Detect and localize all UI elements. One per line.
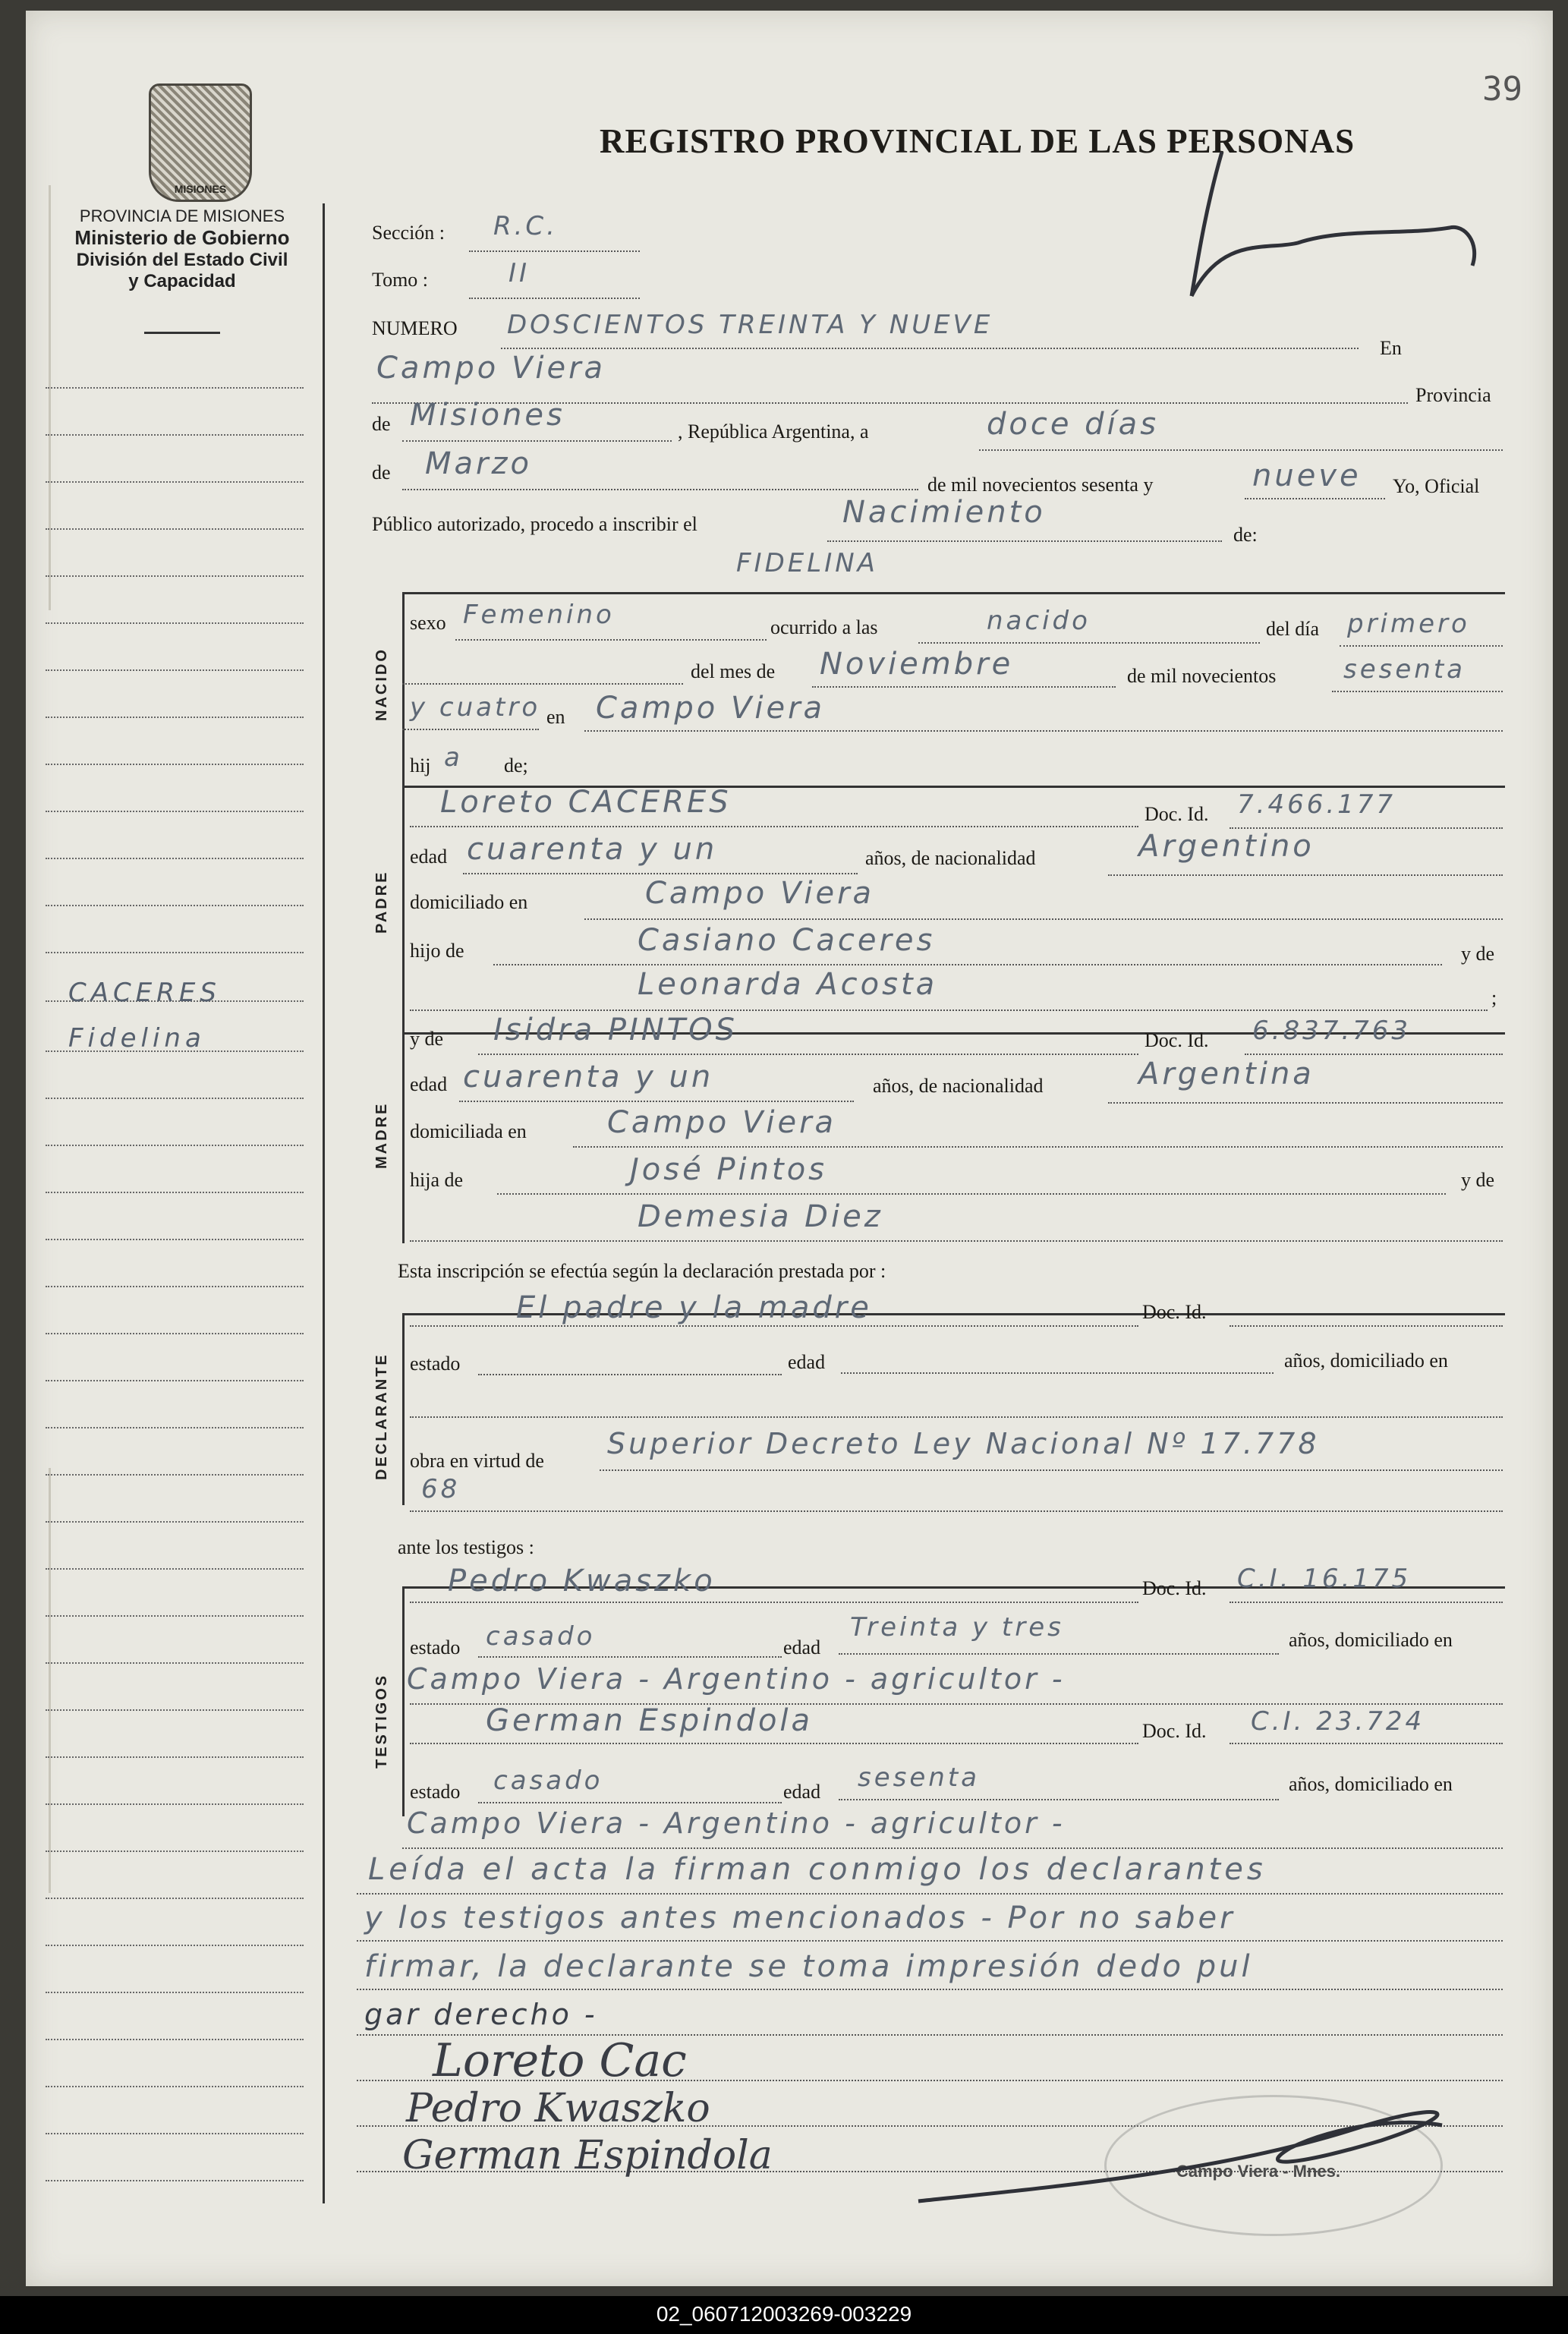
padre-nac-line bbox=[1108, 874, 1503, 876]
padre-label: PADRE bbox=[373, 870, 390, 934]
madre-father-line bbox=[497, 1193, 1446, 1195]
testigo1-doc: C.I. 16.175 bbox=[1237, 1564, 1412, 1594]
obra-value2: 68 bbox=[421, 1474, 461, 1504]
madre-domicilio-label: domiciliada en bbox=[410, 1120, 527, 1142]
hij-value: a bbox=[444, 742, 463, 773]
issuer-division: División del Estado Civil bbox=[76, 250, 288, 270]
issuer-header bbox=[38, 206, 326, 292]
declarante-line bbox=[410, 1325, 1138, 1327]
month-value: Marzo bbox=[425, 446, 532, 481]
margin-line bbox=[46, 2180, 304, 2181]
padre-father-line bbox=[493, 964, 1442, 965]
madre-edad-label: edad bbox=[410, 1073, 448, 1095]
margin-line bbox=[46, 2039, 304, 2040]
dia-value: primero bbox=[1347, 609, 1470, 639]
margin-line bbox=[46, 858, 304, 859]
testigo1-doc-label: Doc. Id. bbox=[1142, 1577, 1207, 1599]
obra-label: obra en virtud de bbox=[410, 1450, 544, 1472]
obra-value: Superior Decreto Ley Nacional Nº 17.778 bbox=[607, 1427, 1320, 1460]
mes-label: del mes de bbox=[691, 660, 776, 682]
hij-label: hij bbox=[410, 754, 431, 776]
testigo2-doc-label: Doc. Id. bbox=[1142, 1720, 1207, 1742]
testigo2-dom-line bbox=[402, 1847, 1503, 1849]
issuer-province: PROVINCIA DE MISIONES bbox=[79, 206, 285, 225]
numero-line bbox=[501, 348, 1359, 349]
margin-line bbox=[46, 952, 304, 953]
sexo-value: Femenino bbox=[463, 600, 615, 630]
madre-label: MADRE bbox=[373, 1101, 390, 1169]
testigo1-name: Pedro Kwaszko bbox=[448, 1564, 716, 1599]
madre-mother-line bbox=[410, 1240, 1503, 1242]
padre-domicilio-label: domiciliado en bbox=[410, 891, 528, 913]
margin-line bbox=[46, 434, 304, 436]
margin-line bbox=[46, 764, 304, 765]
issuer-capacity: y Capacidad bbox=[128, 271, 236, 291]
coat-of-arms-icon bbox=[149, 83, 252, 202]
closing-rule-1 bbox=[357, 1893, 1503, 1895]
testigo2-anos-label: años, domiciliado en bbox=[1289, 1773, 1453, 1795]
margin-line bbox=[46, 1098, 304, 1099]
declarante-label: DECLARANTE bbox=[373, 1353, 390, 1480]
registrar-signature-icon bbox=[1176, 144, 1503, 311]
margin-line bbox=[46, 1427, 304, 1428]
margin-line bbox=[46, 1286, 304, 1287]
madre-name-line bbox=[478, 1054, 1138, 1055]
de3-label: de: bbox=[1233, 524, 1258, 546]
year-line bbox=[1245, 498, 1385, 499]
padre-semicolon: ; bbox=[1491, 987, 1497, 1009]
mes-value: Noviembre bbox=[820, 647, 1014, 682]
margin-line bbox=[46, 481, 304, 483]
margin-line bbox=[46, 1803, 304, 1805]
year-value: nueve bbox=[1252, 458, 1362, 493]
closing-line-3: firmar, la declarante se toma impresión dedo pul bbox=[364, 1949, 1253, 1984]
tomo-label: Tomo : bbox=[372, 269, 429, 291]
margin-line bbox=[46, 1709, 304, 1711]
margin-line bbox=[46, 1333, 304, 1334]
provincia-label: Provincia bbox=[1415, 384, 1491, 406]
signature-witness-2: German Espindola bbox=[402, 2133, 773, 2178]
republica-label: , República Argentina, a bbox=[678, 420, 869, 443]
mes-pre-line bbox=[402, 683, 683, 685]
testigo1-dom: Campo Viera - Argentino - agricultor - bbox=[407, 1662, 1066, 1696]
closing-line-4: gar derecho - bbox=[364, 1998, 598, 2031]
margin-line bbox=[46, 1851, 304, 1852]
madre-dom-line bbox=[573, 1146, 1503, 1148]
en-label: en bbox=[546, 706, 565, 728]
mil-line bbox=[1332, 691, 1503, 692]
testigo2-estado-label: estado bbox=[410, 1781, 461, 1803]
ocurrido-value: nacido bbox=[987, 606, 1091, 636]
testigo2-estado: casado bbox=[493, 1765, 603, 1796]
padre-mother-line bbox=[410, 1010, 1488, 1011]
officer-signature-icon bbox=[911, 2080, 1488, 2216]
mil-value: sesenta bbox=[1343, 654, 1466, 685]
madre-nacionalidad: Argentina bbox=[1138, 1057, 1315, 1091]
padre-anos-label: años, de nacionalidad bbox=[865, 847, 1036, 869]
margin-given-name: Fidelina bbox=[68, 1023, 206, 1054]
oficial-label: Yo, Oficial bbox=[1393, 475, 1480, 497]
madre-name: Isidra PINTOS bbox=[493, 1013, 738, 1047]
padre-father: Casiano Caceres bbox=[638, 923, 936, 958]
padre-edad-value: cuarenta y un bbox=[467, 832, 718, 867]
testigo1-estado-line bbox=[478, 1656, 782, 1658]
margin-line bbox=[46, 1615, 304, 1617]
testigo2-name-line bbox=[410, 1743, 1138, 1744]
margin-line bbox=[46, 1474, 304, 1476]
mes-line bbox=[812, 686, 1116, 688]
margin-line bbox=[46, 575, 304, 577]
year-label: de mil novecientos sesenta y bbox=[927, 474, 1154, 496]
seccion-line bbox=[469, 250, 640, 252]
padre-doc-label: Doc. Id. bbox=[1145, 803, 1209, 825]
declarante-dom-line bbox=[410, 1416, 1503, 1418]
province-value: Misiones bbox=[410, 398, 565, 433]
madre-doc-line bbox=[1245, 1054, 1503, 1055]
margin-divider bbox=[323, 203, 325, 2203]
padre-mother: Leonarda Acosta bbox=[638, 967, 938, 1002]
margin-line bbox=[46, 387, 304, 389]
madre-y-de-label2: y de bbox=[1461, 1169, 1495, 1191]
margin-line bbox=[46, 1756, 304, 1758]
binding-edge bbox=[49, 1468, 57, 1893]
margin-line bbox=[46, 1945, 304, 1946]
testigo2-estado-line bbox=[478, 1802, 782, 1803]
testigo1-estado: casado bbox=[486, 1621, 596, 1652]
margin-line bbox=[46, 2133, 304, 2134]
testigo1-estado-label: estado bbox=[410, 1636, 461, 1658]
stamp-text: Campo Viera - Mnes. bbox=[1176, 2162, 1340, 2181]
sexo-line bbox=[455, 639, 767, 641]
de2-label: de bbox=[372, 461, 391, 483]
child-name: FIDELINA bbox=[736, 548, 878, 578]
obra-line bbox=[600, 1469, 1503, 1471]
declarante-estado-line bbox=[478, 1374, 782, 1375]
madre-doc-value: 6.837.763 bbox=[1252, 1016, 1412, 1046]
margin-line bbox=[46, 905, 304, 906]
padre-box bbox=[402, 786, 1505, 1038]
issuer-ministry: Ministerio de Gobierno bbox=[74, 226, 290, 249]
madre-doc-label: Doc. Id. bbox=[1145, 1029, 1209, 1051]
document-title: REGISTRO PROVINCIAL DE LAS PERSONAS bbox=[600, 122, 1355, 160]
place-value: Campo Viera bbox=[376, 351, 606, 386]
madre-mother: Demesia Diez bbox=[638, 1199, 883, 1234]
testigos-label: TESTIGOS bbox=[373, 1673, 390, 1769]
month-line bbox=[402, 489, 918, 490]
margin-line bbox=[46, 528, 304, 530]
padre-domicilio: Campo Viera bbox=[645, 876, 875, 911]
padre-name-line bbox=[410, 826, 1138, 827]
testigo2-edad-line bbox=[839, 1799, 1279, 1800]
padre-edad-label: edad bbox=[410, 846, 448, 868]
margin-line bbox=[46, 669, 304, 671]
padre-nacionalidad: Argentino bbox=[1138, 829, 1315, 864]
testigo1-edad: Treinta y tres bbox=[850, 1612, 1064, 1643]
margin-line bbox=[46, 811, 304, 812]
madre-anos-label: años, de nacionalidad bbox=[873, 1075, 1044, 1097]
act-line bbox=[827, 540, 1222, 542]
testigo2-name: German Espindola bbox=[486, 1703, 814, 1738]
closing-rule-3 bbox=[357, 1989, 1503, 1990]
padre-doc-value: 7.466.177 bbox=[1237, 789, 1396, 820]
declarante-box bbox=[402, 1313, 1505, 1505]
madre-domicilio: Campo Viera bbox=[607, 1105, 837, 1140]
margin-line bbox=[46, 1239, 304, 1240]
closing-rule-2 bbox=[357, 1940, 1503, 1942]
mil-label: de mil novecientos bbox=[1127, 665, 1277, 687]
dia-line bbox=[1340, 645, 1503, 647]
padre-name: Loreto CACERES bbox=[440, 785, 732, 820]
margin-line bbox=[46, 1898, 304, 1899]
sexo-label: sexo bbox=[410, 612, 446, 634]
margin-line bbox=[46, 1992, 304, 1993]
testigo2-edad: sesenta bbox=[858, 1762, 980, 1793]
tomo-line bbox=[469, 298, 640, 299]
testigo2-dom: Campo Viera - Argentino - agricultor - bbox=[407, 1806, 1066, 1840]
crest-label: MISIONES bbox=[174, 183, 227, 195]
declarante-anos-label: años, domiciliado en bbox=[1284, 1350, 1448, 1372]
de-label: de bbox=[372, 413, 391, 435]
cuatro-value: y cuatro bbox=[410, 692, 541, 723]
margin-line bbox=[46, 1568, 304, 1570]
testigo1-doc-line bbox=[1230, 1602, 1503, 1603]
signature-witness-1: Pedro Kwaszko bbox=[406, 2086, 710, 2131]
footer-id: 02_060712003269-003229 bbox=[656, 2302, 912, 2326]
declarante-doc-label: Doc. Id. bbox=[1142, 1301, 1207, 1323]
header-rule bbox=[144, 332, 220, 334]
testigos-intro: ante los testigos : bbox=[398, 1536, 534, 1558]
margin-line bbox=[46, 1662, 304, 1664]
declarante-intro: Esta inscripción se efectúa según la declaración prestada por : bbox=[398, 1260, 886, 1282]
testigo2-doc: C.I. 23.724 bbox=[1251, 1706, 1425, 1737]
testigo2-doc-line bbox=[1230, 1743, 1503, 1744]
madre-edad-value: cuarenta y un bbox=[463, 1060, 714, 1095]
hij-de-label: de; bbox=[504, 754, 528, 776]
margin-line bbox=[46, 622, 304, 624]
testigo1-edad-line bbox=[839, 1653, 1279, 1655]
madre-y-de-label: y de bbox=[410, 1028, 444, 1050]
en-line bbox=[584, 730, 1503, 732]
seccion-label: Sección : bbox=[372, 222, 446, 244]
tomo-value: II bbox=[508, 258, 531, 288]
numero-label: NUMERO bbox=[372, 317, 458, 339]
en-value: Campo Viera bbox=[596, 691, 826, 726]
signature-declarante: Loreto Cac bbox=[433, 2034, 687, 2087]
margin-line bbox=[46, 2086, 304, 2087]
province-line bbox=[402, 440, 672, 442]
footer-bar bbox=[0, 2296, 1568, 2334]
madre-father: José Pintos bbox=[630, 1152, 828, 1187]
margin-line bbox=[46, 717, 304, 718]
testigo1-anos-label: años, domiciliado en bbox=[1289, 1629, 1453, 1651]
en-label: En bbox=[1380, 337, 1402, 359]
ocurrido-line bbox=[918, 642, 1260, 644]
padre-hijo-label: hijo de bbox=[410, 940, 464, 962]
closing-line-1: Leída el acta la firman conmigo los declarantes bbox=[368, 1852, 1267, 1887]
dia-label: del día bbox=[1266, 618, 1320, 640]
testigo1-edad-label: edad bbox=[783, 1636, 821, 1658]
testigo1-name-line bbox=[410, 1602, 1138, 1603]
margin-line bbox=[46, 1145, 304, 1146]
declarante-edad-label: edad bbox=[788, 1351, 826, 1373]
publico-label: Público autorizado, procedo a inscribir el bbox=[372, 513, 697, 535]
declarante-value: El padre y la madre bbox=[516, 1290, 872, 1325]
declarante-doc-line bbox=[1230, 1325, 1503, 1327]
page-number: 39 bbox=[1482, 70, 1522, 109]
margin-line bbox=[46, 1192, 304, 1193]
padre-edad-line bbox=[463, 873, 858, 874]
declarante-edad-line bbox=[841, 1372, 1274, 1374]
ocurrido-label: ocurrido a las bbox=[770, 616, 878, 638]
madre-nac-line bbox=[1108, 1102, 1503, 1104]
margin-line bbox=[46, 1521, 304, 1523]
madre-hija-label: hija de bbox=[410, 1169, 464, 1191]
padre-dom-line bbox=[584, 918, 1503, 920]
padre-y-de-label: y de bbox=[1461, 943, 1495, 965]
obra-line2 bbox=[410, 1510, 1503, 1512]
day-line bbox=[979, 449, 1503, 451]
numero-value: DOSCIENTOS TREINTA Y NUEVE bbox=[507, 310, 993, 340]
seccion-value: R.C. bbox=[493, 211, 558, 241]
cuatro-line bbox=[402, 729, 539, 730]
margin-surname: CACERES bbox=[68, 978, 221, 1008]
closing-line-2: y los testigos antes mencionados - Por no saber bbox=[364, 1901, 1236, 1936]
nacido-label: NACIDO bbox=[373, 647, 390, 721]
madre-edad-line bbox=[459, 1101, 854, 1102]
testigo2-edad-label: edad bbox=[783, 1781, 821, 1803]
margin-line bbox=[46, 1380, 304, 1381]
day-value: doce días bbox=[987, 407, 1160, 442]
declarante-estado-label: estado bbox=[410, 1353, 461, 1375]
act-value: Nacimiento bbox=[842, 495, 1046, 530]
